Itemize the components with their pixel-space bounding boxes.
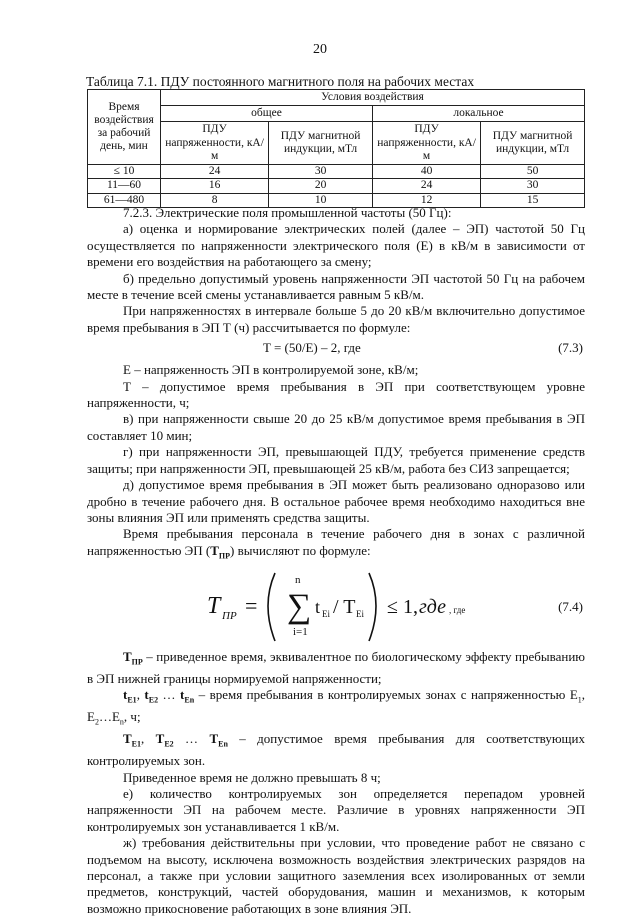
formula-graphic — [207, 565, 467, 649]
svg-text:где: где — [419, 595, 447, 618]
paragraph: $Т_{ПР}$ – приведенное время, эквивалентное по биологическому эффекту пребыванию в ЭП нижней границы нормируемой напряженности; — [87, 648, 585, 686]
table-cell: 30 — [269, 165, 373, 179]
table-cell: 40 — [372, 165, 480, 179]
general-header: общее — [161, 106, 373, 122]
svg-text:Ei: Ei — [322, 608, 330, 619]
table-cell: 12 — [372, 193, 480, 207]
table-row — [88, 165, 585, 179]
paragraph: б) предельно допустимый уровень напряженности ЭП частотой 50 Гц на рабочем месте в течение всей смены устанавливается равным 5 кВ/м. — [87, 270, 585, 303]
table-cell: 50 — [481, 165, 585, 179]
paragraph: $t_{E1}$, $t_{E2}$ … $t_{En}$ – время пребывания в контролируемых зонах с напряженностью $E_1$, $E_2\dots E_n$, ч; — [87, 687, 586, 727]
paragraph: Т – допустимое время пребывания в ЭП при соответствующем уровне напряженности, ч; — [87, 378, 585, 411]
table-cell: 10 — [269, 193, 373, 207]
sub-header: ПДУ напряженности, кА/м — [161, 122, 269, 165]
svg-text:n: n — [295, 573, 301, 586]
svg-text:/ T: / T — [333, 595, 356, 618]
local-header: локальное — [372, 106, 584, 122]
svg-text:t: t — [315, 596, 321, 617]
paragraph: а) оценка и нормирование электрических полей (далее – ЭП) частотой 50 Гц осуществляется по напряженности электрического поля (Е) в кВ/м в зависимости от времени его воздействия на работающего за смену; — [87, 221, 585, 270]
svg-text:≤ 1,: ≤ 1, — [387, 595, 418, 618]
paragraph: д) допустимое время пребывания в ЭП может быть реализовано одноразово или дробно в течение рабочего дня. В остальное рабочее время необходимо находиться вне зоны влияния ЭП или применять средства защиты. — [87, 477, 585, 525]
table-row — [88, 179, 585, 193]
svg-text:ПР: ПР — [222, 609, 237, 622]
table-caption: Таблица 7.1. ПДУ постоянного магнитного поля на рабочих местах — [86, 74, 475, 89]
table-cell: 61—480 — [88, 193, 161, 207]
svg-text:Ei: Ei — [356, 608, 364, 619]
time-header: Время воздействия за рабочий день, мин — [88, 90, 161, 165]
table-cell: 20 — [269, 179, 373, 193]
paragraph: Приведенное время не должно превышать 8 ч; — [123, 769, 381, 785]
paragraph: Время пребывания персонала в течение рабочего дня в зонах с различной напряженностью ЭП $(Т_{ПР})$ вычисляют по формуле: — [87, 526, 585, 561]
body-text — [87, 205, 585, 917]
paragraph: г) при напряженности ЭП, превышающей ПДУ, требуется применение средств защиты; при напряженности ЭП, превышающей 25 кВ/м, работа без СИЗ запрещается; — [87, 444, 585, 476]
paragraph: ж) требования действительны при условии, что проведение работ не связано с подъемом на высоту, исключена возможность воздействия электрических разрядов на персонал, а также при условии защитного заземления всех изолированных от земли предметов, конструкций, частей оборудования, машин и механизмов, к которым возможно прикосновение работающих в зоне влияния ЭП. — [87, 835, 585, 916]
limits-table — [87, 89, 585, 208]
svg-text:=: = — [245, 592, 258, 618]
paragraph: е) количество контролируемых зон определяется перепадом уровней напряженности ЭП на рабочем месте. Различие в уровнях напряженности ЭП контролируемых зон устанавливается 1 кВ/м. — [87, 785, 585, 834]
paragraph: $T_{E1}$, $T_{E2}$ … $T_{En}$ – допустимое время пребывания для соответствующих контролируемых зон. — [87, 731, 586, 769]
table-cell: 8 — [161, 193, 269, 207]
table-cell: 16 — [161, 179, 269, 193]
formula-7-4 — [87, 565, 585, 649]
sub-header: ПДУ магнитной индукции, мТл — [481, 122, 585, 165]
svg-text:i=1: i=1 — [293, 625, 308, 638]
page-number: 20 — [313, 42, 327, 57]
sub-header: ПДУ напряженности, кА/м — [372, 122, 480, 165]
formula-7-3 — [87, 336, 585, 362]
table-cell: ≤ 10 — [88, 165, 161, 179]
table-cell: 24 — [372, 179, 480, 193]
svg-text:∑: ∑ — [287, 587, 312, 625]
paragraph: 7.2.3. Электрические поля промышленной частоты (50 Гц): — [123, 205, 452, 220]
svg-text:, где: , где — [449, 604, 466, 615]
formula-number: (7.3) — [558, 340, 583, 356]
formula-text: T = (50/E) – 2, где — [263, 340, 361, 356]
paragraph: Е – напряженность ЭП в контролируемой зоне, кВ/м; — [123, 362, 419, 378]
sub-header: ПДУ магнитной индукции, мТл — [269, 122, 373, 165]
table-cell: 30 — [481, 179, 585, 193]
svg-text:T: T — [207, 592, 221, 619]
table-cell: 11—60 — [88, 179, 161, 193]
formula-number: (7.4) — [558, 598, 583, 614]
paragraph: При напряженностях в интервале больше 5 до 20 кВ/м включительно допустимое время пребывания в ЭП Т (ч) рассчитывается по формуле: — [87, 303, 585, 335]
table-cell: 15 — [481, 193, 585, 207]
conditions-header: Условия воздействия — [161, 90, 585, 106]
paragraph: в) при напряженности свыше 20 до 25 кВ/м допустимое время пребывания в ЭП составляет 10 мин; — [87, 411, 585, 443]
table-cell: 24 — [161, 165, 269, 179]
